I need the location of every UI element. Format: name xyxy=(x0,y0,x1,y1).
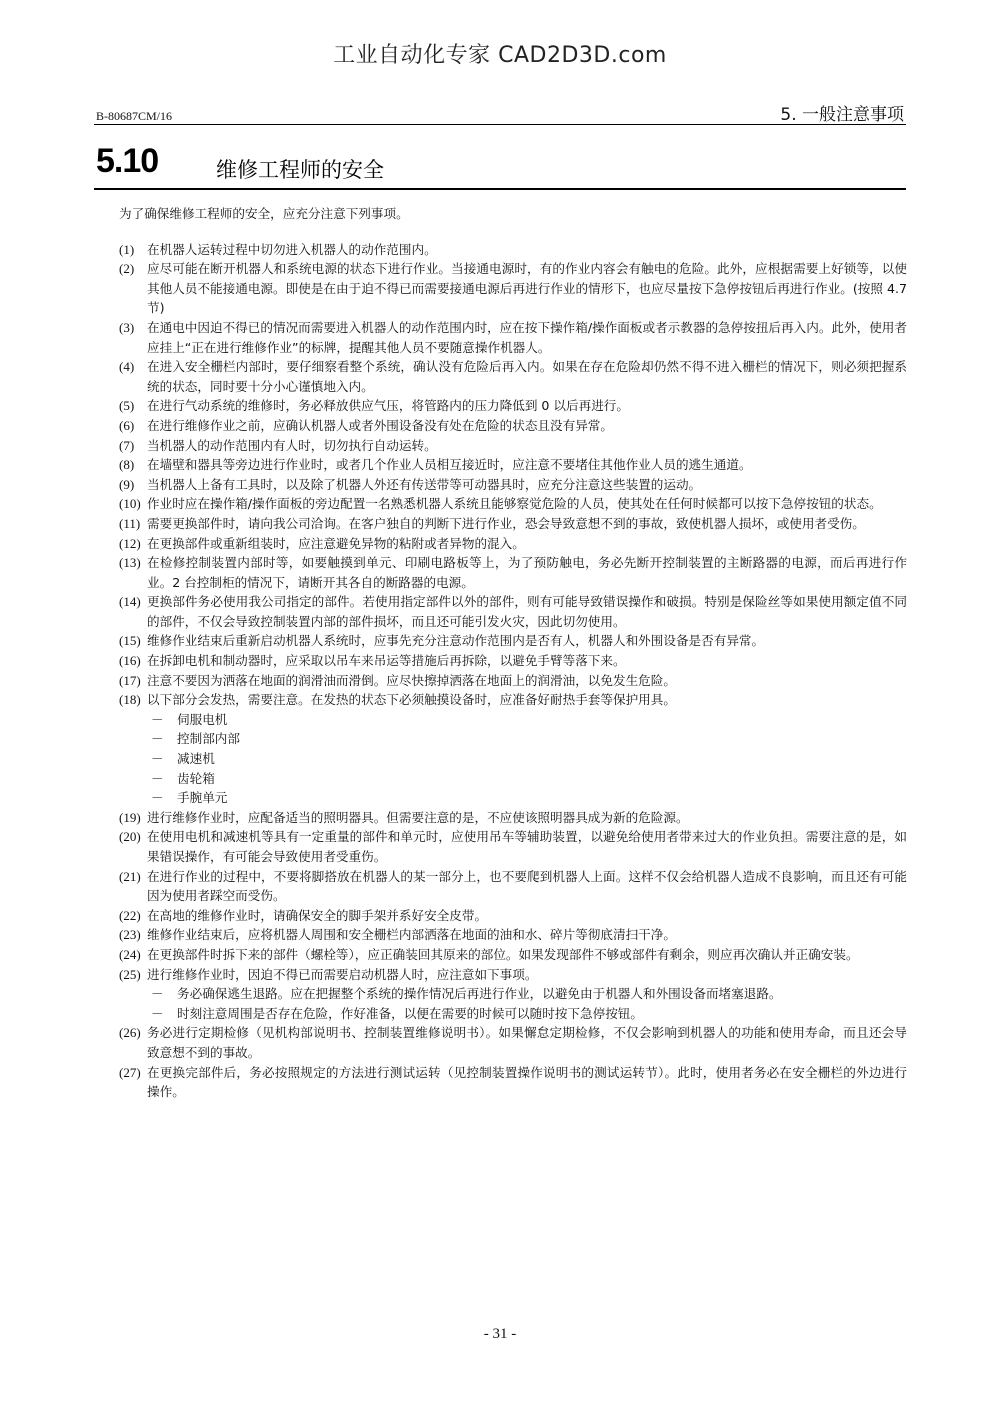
item-text: 注意不要因为洒落在地面的润滑油而滑倒。应尽快擦掉洒落在地面上的润滑油，以免发生危险。 xyxy=(147,672,676,688)
item-text: 务必进行定期检修（见机构部说明书、控制装置维修说明书）。如果懈怠定期检修，不仅会影响到机器人的功能和使用寿命，而且还会导致意想不到的事故。 xyxy=(147,1025,907,1060)
item-number: (1) xyxy=(119,241,135,257)
list-item xyxy=(119,808,907,828)
list-item xyxy=(119,1063,907,1102)
item-text: 进行维修作业时，应配备适当的照明器具。但需要注意的是，不应使该照明器具成为新的危险源。 xyxy=(147,809,689,825)
item-text: 在进行作业的过程中，不要将脚搭放在机器人的某一部分上，也不要爬到机器人上面。这样不仅会给机器人造成不良影响，而且还有可能因为使用者踩空而受伤。 xyxy=(147,868,907,904)
item-number: (23) xyxy=(119,927,141,943)
item-number: (27) xyxy=(119,1064,141,1080)
item-number: (13) xyxy=(119,555,141,571)
item-number: (12) xyxy=(119,535,141,551)
item-text: 在使用电机和减速机等具有一定重量的部件和单元时，应使用吊车等辅助装置，以避免给使用者带来过大的作业负担。需要注意的是，如果错误操作，有可能会导致使用者受重伤。 xyxy=(147,829,907,864)
sub-list xyxy=(147,984,907,1023)
sub-item-text: 控制部内部 xyxy=(177,731,240,747)
item-number: (8) xyxy=(119,457,135,473)
dash-bullet: － xyxy=(151,1005,164,1021)
list-item xyxy=(119,416,907,436)
sub-list-item xyxy=(148,788,907,808)
list-item xyxy=(119,945,907,965)
list-item xyxy=(119,475,907,495)
section-name: 维修工程师的安全 xyxy=(216,158,384,182)
sub-list-item xyxy=(148,749,907,769)
item-text: 在更换完部件后，务必按照规定的方法进行测试运转（见控制装置操作说明书的测试运转节）。此时，使用者务必在安全栅栏的外边进行操作。 xyxy=(147,1064,907,1100)
item-text: 在通电中因迫不得已的情况而需要进入机器人的动作范围内时，应在按下操作箱/操作面板或者示教器的急停按扭后再入内。此外，使用者应挂上“正在进行维修作业”的标牌，提醒其他人员不要随意操作机器人。 xyxy=(147,319,907,355)
page-number: - 31 - xyxy=(483,1326,517,1342)
item-number: (16) xyxy=(119,653,141,669)
list-item xyxy=(119,514,907,534)
item-text: 在检修控制装置内部时等，如要触摸到单元、印刷电路板等上，为了预防触电，务必先断开控制装置的主断路器的电源，而后再进行作业。2 台控制柜的情况下，请断开其各自的断路器的电源。 xyxy=(147,555,907,590)
list-item xyxy=(119,259,907,318)
item-number: (20) xyxy=(119,829,141,845)
section-rule xyxy=(94,188,906,190)
dash-bullet: － xyxy=(151,986,164,1002)
item-number: (2) xyxy=(119,261,135,277)
sub-item-text: 务必确保逃生退路。应在把握整个系统的操作情况后再进行作业，以避免由于机器人和外围设备而堵塞退路。 xyxy=(177,986,782,1002)
item-text: 在机器人运转过程中切勿进入机器人的动作范围内。 xyxy=(147,241,437,257)
item-text: 维修作业结束后，应将机器人周围和安全栅栏内部洒落在地面的油和水、碎片等彻底清扫干净。 xyxy=(147,927,676,943)
item-number: (3) xyxy=(119,319,135,335)
dash-bullet: － xyxy=(151,711,164,727)
list-item xyxy=(119,553,907,592)
item-text: 在进入安全栅栏内部时，要仔细察看整个系统，确认没有危险后再入内。如果在存在危险却仍然不得不进入栅栏的情况下，则必须把握系统的状态，同时要十分小心谨慎地入内。 xyxy=(147,359,907,394)
item-number: (6) xyxy=(119,417,135,433)
sub-item-text: 时刻注意周围是否存在危险，作好准备，以便在需要的时候可以随时按下急停按钮。 xyxy=(177,1005,643,1021)
item-text: 更换部件务必使用我公司指定的部件。若使用指定部件以外的部件，则有可能导致错误操作和破损。特别是保险丝等如果使用额定值不同的部件，不仅会导致控制装置内部的部件损坏，而且还可能引发火灾，因此切勿使用。 xyxy=(147,594,907,629)
item-text: 应尽可能在断开机器人和系统电源的状态下进行作业。当接通电源时，有的作业内容会有触电的危险。此外，应根据需要上好锁等，以使其他人员不能接通电源。即使是在由于迫不得已而需要接通电源后再进行作业的情形下，也应尽量按下急停按钮后再进行作业。(按照 4.7 节) xyxy=(147,261,907,316)
item-text: 以下部分会发热，需要注意。在发热的状态下必须触摸设备时，应准备好耐热手套等保护用具。 xyxy=(147,692,676,708)
item-text: 在更换部件或重新组装时，应注意避免异物的粘附或者异物的混入。 xyxy=(147,535,525,551)
item-number: (5) xyxy=(119,398,135,414)
item-text: 进行维修作业时，因迫不得已而需要启动机器人时，应注意如下事项。 xyxy=(147,966,538,982)
list-item xyxy=(119,906,907,926)
list-item xyxy=(119,671,907,691)
item-number: (24) xyxy=(119,946,141,962)
list-item xyxy=(119,965,907,1024)
safety-item-list xyxy=(119,240,907,1102)
item-number: (17) xyxy=(119,672,141,688)
list-item xyxy=(119,631,907,651)
sub-item-text: 伺服电机 xyxy=(177,711,228,727)
sub-item-text: 齿轮箱 xyxy=(177,770,215,786)
chapter-heading: 5. 一般注意事项 xyxy=(780,105,904,125)
item-text: 在高地的维修作业时，请确保安全的脚手架并系好安全皮带。 xyxy=(147,907,488,923)
list-item xyxy=(119,925,907,945)
item-text: 当机器人的动作范围内有人时，切勿执行自动运转。 xyxy=(147,437,437,453)
item-number: (14) xyxy=(119,594,141,610)
sub-list-item xyxy=(148,1004,907,1024)
item-number: (26) xyxy=(119,1025,141,1041)
list-item xyxy=(119,690,907,808)
sub-list xyxy=(147,710,907,808)
item-text: 在墙壁和器具等旁边进行作业时，或者几个作业人员相互接近时，应注意不要堵住其他作业人员的逃生通道。 xyxy=(147,457,752,473)
sub-list-item xyxy=(148,729,907,749)
sub-list-item xyxy=(148,710,907,730)
document-code: B-80687CM/16 xyxy=(96,109,173,123)
list-item xyxy=(119,651,907,671)
item-text: 维修作业结束后重新启动机器人系统时，应事先充分注意动作范围内是否有人，机器人和外围设备是否有异常。 xyxy=(147,633,765,649)
item-text: 在进行维修作业之前，应确认机器人或者外围设备没有处在危险的状态且没有异常。 xyxy=(147,417,613,433)
dash-bullet: － xyxy=(151,790,164,806)
item-text: 作业时应在操作箱/操作面板的旁边配置一名熟悉机器人系统且能够察觉危险的人员，使其处在任何时候都可以按下急停按钮的状态。 xyxy=(147,496,882,512)
list-item xyxy=(119,396,907,416)
document-body xyxy=(119,204,907,1102)
dash-bullet: － xyxy=(151,770,164,786)
item-number: (9) xyxy=(119,476,135,492)
item-number: (22) xyxy=(119,907,141,923)
sub-item-text: 手腕单元 xyxy=(177,790,228,806)
item-text: 在更换部件时拆下来的部件（螺栓等），应正确装回其原来的部位。如果发现部件不够或部件有剩余，则应再次确认并正确安装。 xyxy=(147,946,859,962)
list-item xyxy=(119,867,907,906)
sub-item-text: 减速机 xyxy=(177,751,215,767)
item-number: (4) xyxy=(119,359,135,375)
list-item xyxy=(119,592,907,631)
list-item xyxy=(119,827,907,866)
intro-paragraph: 为了确保维修工程师的安全，应充分注意下列事项。 xyxy=(119,206,409,221)
item-number: (19) xyxy=(119,809,141,825)
item-number: (18) xyxy=(119,692,141,708)
dash-bullet: － xyxy=(151,731,164,747)
item-number: (25) xyxy=(119,966,141,982)
sub-list-item xyxy=(148,984,907,1004)
item-number: (10) xyxy=(119,496,141,512)
list-item xyxy=(119,318,907,357)
list-item xyxy=(119,455,907,475)
watermark-text: 工业自动化专家 CAD2D3D.com xyxy=(333,43,667,68)
item-number: (7) xyxy=(119,437,135,453)
section-title xyxy=(94,140,906,186)
sub-list-item xyxy=(148,769,907,789)
list-item xyxy=(119,240,907,260)
list-item xyxy=(119,436,907,456)
item-number: (11) xyxy=(119,515,141,531)
item-text: 在进行气动系统的维修时，务必释放供应气压，将管路内的压力降低到 0 以后再进行。 xyxy=(147,398,629,414)
item-number: (21) xyxy=(119,868,141,884)
list-item xyxy=(119,357,907,396)
list-item xyxy=(119,494,907,514)
item-text: 在拆卸电机和制动器时，应采取以吊车来吊运等措施后再拆除，以避免手臂等落下来。 xyxy=(147,653,626,669)
item-text: 需要更换部件时，请向我公司洽询。在客户独自的判断下进行作业，恐会导致意想不到的事故，致使机器人损坏，或使用者受伤。 xyxy=(147,515,865,531)
dash-bullet: － xyxy=(151,751,164,767)
item-number: (15) xyxy=(119,633,141,649)
list-item xyxy=(119,534,907,554)
list-item xyxy=(119,1023,907,1062)
item-text: 当机器人上备有工具时，以及除了机器人外还有传送带等可动器具时，应充分注意这些装置的运动。 xyxy=(147,476,702,492)
section-number: 5.10 xyxy=(96,142,159,180)
header-rule xyxy=(94,124,906,125)
